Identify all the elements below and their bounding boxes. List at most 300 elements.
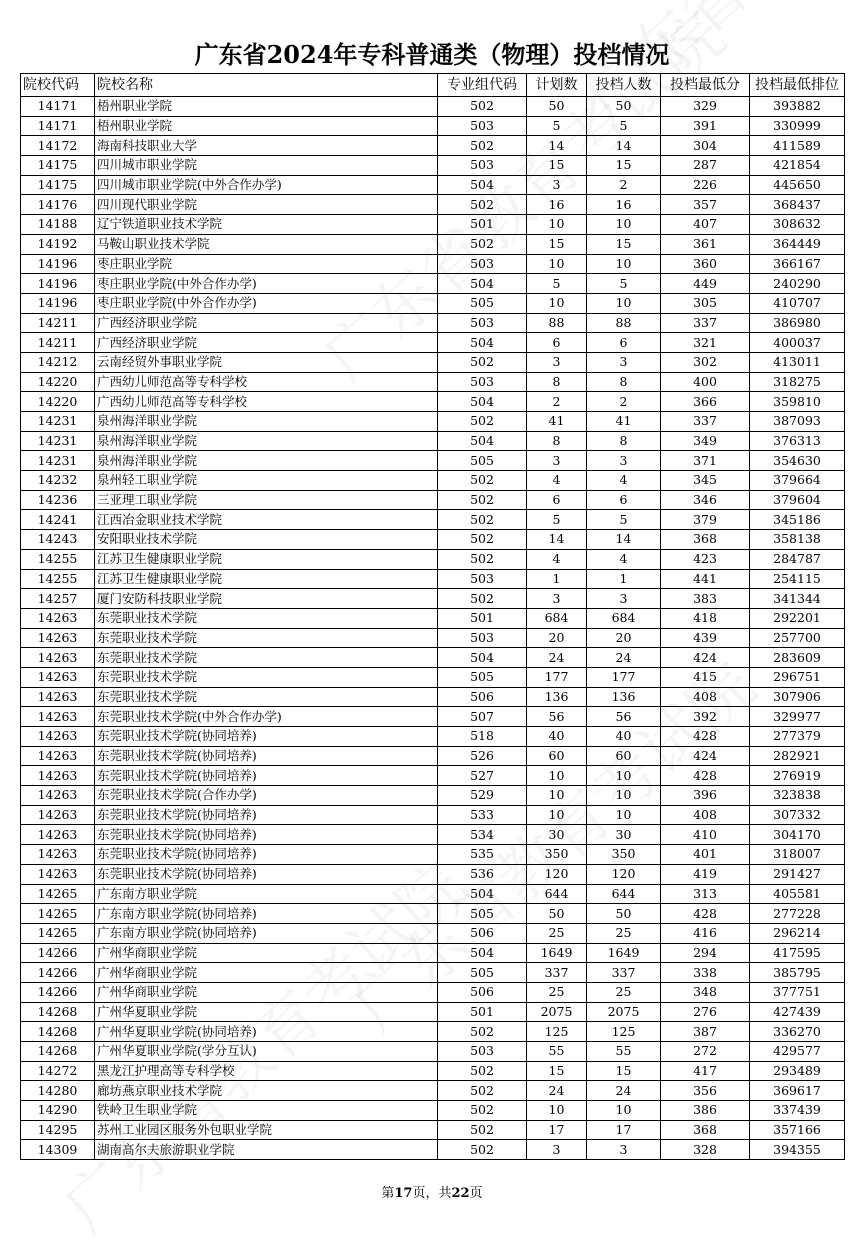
cell-school-code: 14268: [21, 1022, 95, 1042]
table-row: [21, 727, 845, 747]
cell-min-score: 439: [661, 628, 750, 648]
cell-school-name: 梧州职业学院: [95, 116, 438, 136]
cell-plan-count: 2075: [527, 1002, 587, 1022]
cell-plan-count: 40: [527, 727, 587, 747]
cell-admitted-count: 2: [587, 175, 661, 195]
cell-plan-count: 20: [527, 628, 587, 648]
cell-school-name: 东莞职业技术学院(协同培养): [95, 746, 438, 766]
table-row: [21, 352, 845, 372]
cell-plan-count: 3: [527, 352, 587, 372]
cell-plan-count: 10: [527, 805, 587, 825]
cell-admitted-count: 3: [587, 352, 661, 372]
cell-admitted-count: 40: [587, 727, 661, 747]
cell-school-name: 东莞职业技术学院(中外合作办学): [95, 707, 438, 727]
table-row: [21, 431, 845, 451]
header-school-code: 院校代码: [21, 74, 95, 97]
cell-major-group-code: 505: [438, 667, 527, 687]
cell-major-group-code: 503: [438, 1042, 527, 1062]
cell-school-name: 东莞职业技术学院: [95, 628, 438, 648]
header-major-group-code: 专业组代码: [438, 74, 527, 97]
cell-major-group-code: 502: [438, 412, 527, 432]
cell-school-code: 14257: [21, 589, 95, 609]
page-footer: [0, 1182, 864, 1201]
cell-admitted-count: 30: [587, 825, 661, 845]
table-row: [21, 392, 845, 412]
cell-admitted-count: 25: [587, 923, 661, 943]
cell-school-code: 14231: [21, 412, 95, 432]
cell-min-rank: 282921: [750, 746, 845, 766]
cell-school-code: 14263: [21, 766, 95, 786]
cell-plan-count: 50: [527, 97, 587, 117]
cell-plan-count: 125: [527, 1022, 587, 1042]
cell-major-group-code: 533: [438, 805, 527, 825]
cell-plan-count: 10: [527, 293, 587, 313]
cell-plan-count: 10: [527, 215, 587, 235]
cell-admitted-count: 6: [587, 490, 661, 510]
cell-min-score: 441: [661, 569, 750, 589]
cell-min-rank: 330999: [750, 116, 845, 136]
cell-plan-count: 6: [527, 490, 587, 510]
cell-school-code: 14188: [21, 215, 95, 235]
table-row: [21, 845, 845, 865]
table-row: [21, 982, 845, 1002]
cell-school-name: 梧州职业学院: [95, 97, 438, 117]
cell-plan-count: 15: [527, 1061, 587, 1081]
cell-major-group-code: 504: [438, 431, 527, 451]
table-row: [21, 510, 845, 530]
cell-plan-count: 14: [527, 530, 587, 550]
cell-min-score: 428: [661, 904, 750, 924]
cell-admitted-count: 10: [587, 766, 661, 786]
cell-major-group-code: 504: [438, 392, 527, 412]
cell-plan-count: 24: [527, 648, 587, 668]
cell-min-rank: 337439: [750, 1101, 845, 1121]
cell-school-name: 枣庄职业学院(中外合作办学): [95, 274, 438, 294]
cell-school-name: 广东南方职业学院(协同培养): [95, 904, 438, 924]
cell-admitted-count: 10: [587, 786, 661, 806]
cell-plan-count: 4: [527, 549, 587, 569]
cell-major-group-code: 503: [438, 372, 527, 392]
cell-school-code: 14280: [21, 1081, 95, 1101]
cell-admitted-count: 125: [587, 1022, 661, 1042]
cell-school-code: 14263: [21, 825, 95, 845]
cell-admitted-count: 17: [587, 1120, 661, 1140]
cell-min-score: 424: [661, 648, 750, 668]
cell-major-group-code: 503: [438, 156, 527, 176]
cell-school-name: 广西幼儿师范高等专科学校: [95, 372, 438, 392]
cell-major-group-code: 502: [438, 1101, 527, 1121]
table-row: [21, 116, 845, 136]
header-admitted-count: 投档人数: [587, 74, 661, 97]
cell-school-name: 安阳职业技术学院: [95, 530, 438, 550]
table-header-row: [21, 74, 845, 97]
cell-school-name: 东莞职业技术学院(合作办学): [95, 786, 438, 806]
cell-min-rank: 323838: [750, 786, 845, 806]
cell-admitted-count: 136: [587, 687, 661, 707]
cell-major-group-code: 506: [438, 982, 527, 1002]
cell-min-score: 294: [661, 943, 750, 963]
table-row: [21, 471, 845, 491]
cell-school-name: 广州华夏职业学院(协同培养): [95, 1022, 438, 1042]
cell-min-score: 360: [661, 254, 750, 274]
cell-school-code: 14220: [21, 392, 95, 412]
cell-admitted-count: 15: [587, 156, 661, 176]
cell-min-rank: 292201: [750, 608, 845, 628]
cell-min-score: 418: [661, 608, 750, 628]
cell-major-group-code: 502: [438, 549, 527, 569]
cell-plan-count: 88: [527, 313, 587, 333]
cell-plan-count: 10: [527, 254, 587, 274]
cell-school-code: 14192: [21, 234, 95, 254]
cell-min-score: 356: [661, 1081, 750, 1101]
cell-min-score: 379: [661, 510, 750, 530]
cell-min-rank: 369617: [750, 1081, 845, 1101]
cell-school-name: 湖南高尔夫旅游职业学院: [95, 1140, 438, 1160]
cell-school-code: 14241: [21, 510, 95, 530]
cell-plan-count: 6: [527, 333, 587, 353]
cell-major-group-code: 502: [438, 352, 527, 372]
cell-plan-count: 17: [527, 1120, 587, 1140]
cell-major-group-code: 504: [438, 884, 527, 904]
cell-school-name: 东莞职业技术学院(协同培养): [95, 805, 438, 825]
cell-major-group-code: 502: [438, 530, 527, 550]
table-row: [21, 156, 845, 176]
cell-admitted-count: 56: [587, 707, 661, 727]
table-row: [21, 1002, 845, 1022]
cell-school-code: 14232: [21, 471, 95, 491]
cell-min-score: 276: [661, 1002, 750, 1022]
cell-school-code: 14266: [21, 982, 95, 1002]
table-row: [21, 1061, 845, 1081]
cell-school-name: 广西幼儿师范高等专科学校: [95, 392, 438, 412]
cell-admitted-count: 6: [587, 333, 661, 353]
cell-min-rank: 376313: [750, 431, 845, 451]
cell-school-name: 枣庄职业学院: [95, 254, 438, 274]
header-min-score: 投档最低分: [661, 74, 750, 97]
cell-min-rank: 283609: [750, 648, 845, 668]
cell-admitted-count: 10: [587, 805, 661, 825]
cell-school-code: 14263: [21, 608, 95, 628]
cell-school-code: 14196: [21, 274, 95, 294]
table-row: [21, 254, 845, 274]
cell-min-rank: 393882: [750, 97, 845, 117]
cell-major-group-code: 507: [438, 707, 527, 727]
cell-school-name: 江苏卫生健康职业学院: [95, 549, 438, 569]
cell-min-score: 226: [661, 175, 750, 195]
table-row: [21, 215, 845, 235]
cell-school-code: 14268: [21, 1002, 95, 1022]
cell-admitted-count: 5: [587, 510, 661, 530]
cell-min-score: 383: [661, 589, 750, 609]
cell-school-name: 东莞职业技术学院: [95, 648, 438, 668]
cell-min-score: 396: [661, 786, 750, 806]
cell-min-score: 407: [661, 215, 750, 235]
cell-min-rank: 240290: [750, 274, 845, 294]
cell-min-rank: 357166: [750, 1120, 845, 1140]
cell-min-score: 337: [661, 412, 750, 432]
cell-min-rank: 394355: [750, 1140, 845, 1160]
cell-major-group-code: 502: [438, 589, 527, 609]
cell-min-score: 329: [661, 97, 750, 117]
cell-major-group-code: 527: [438, 766, 527, 786]
cell-major-group-code: 504: [438, 943, 527, 963]
cell-min-score: 272: [661, 1042, 750, 1062]
cell-school-name: 广东南方职业学院: [95, 884, 438, 904]
table-row: [21, 451, 845, 471]
cell-school-code: 14212: [21, 352, 95, 372]
table-row: [21, 825, 845, 845]
table-row: [21, 549, 845, 569]
current-page-number: 17: [394, 1186, 413, 1201]
cell-admitted-count: 3: [587, 451, 661, 471]
cell-min-score: 371: [661, 451, 750, 471]
cell-plan-count: 10: [527, 1101, 587, 1121]
table-row: [21, 1042, 845, 1062]
cell-major-group-code: 503: [438, 254, 527, 274]
cell-admitted-count: 1: [587, 569, 661, 589]
cell-school-name: 铁岭卫生职业学院: [95, 1101, 438, 1121]
cell-min-score: 410: [661, 825, 750, 845]
cell-major-group-code: 502: [438, 490, 527, 510]
table-row: [21, 805, 845, 825]
cell-min-score: 428: [661, 727, 750, 747]
cell-min-rank: 336270: [750, 1022, 845, 1042]
cell-min-rank: 421854: [750, 156, 845, 176]
cell-school-code: 14263: [21, 707, 95, 727]
cell-min-score: 349: [661, 431, 750, 451]
cell-min-rank: 368437: [750, 195, 845, 215]
cell-plan-count: 56: [527, 707, 587, 727]
cell-min-rank: 445650: [750, 175, 845, 195]
cell-major-group-code: 502: [438, 195, 527, 215]
cell-plan-count: 2: [527, 392, 587, 412]
cell-min-score: 449: [661, 274, 750, 294]
cell-min-rank: 417595: [750, 943, 845, 963]
cell-plan-count: 60: [527, 746, 587, 766]
cell-school-code: 14295: [21, 1120, 95, 1140]
cell-admitted-count: 15: [587, 1061, 661, 1081]
cell-major-group-code: 502: [438, 1081, 527, 1101]
table-row: [21, 1120, 845, 1140]
cell-min-rank: 386980: [750, 313, 845, 333]
cell-school-code: 14263: [21, 628, 95, 648]
cell-min-rank: 429577: [750, 1042, 845, 1062]
table-row: [21, 1101, 845, 1121]
cell-admitted-count: 41: [587, 412, 661, 432]
table-row: [21, 313, 845, 333]
cell-min-rank: 276919: [750, 766, 845, 786]
cell-school-code: 14171: [21, 97, 95, 117]
cell-plan-count: 5: [527, 510, 587, 530]
cell-min-score: 305: [661, 293, 750, 313]
cell-admitted-count: 8: [587, 372, 661, 392]
cell-plan-count: 55: [527, 1042, 587, 1062]
table-row: [21, 904, 845, 924]
cell-min-score: 338: [661, 963, 750, 983]
cell-plan-count: 8: [527, 372, 587, 392]
table-row: [21, 786, 845, 806]
table-row: [21, 274, 845, 294]
cell-major-group-code: 504: [438, 274, 527, 294]
cell-min-rank: 413011: [750, 352, 845, 372]
cell-min-rank: 318007: [750, 845, 845, 865]
cell-min-score: 391: [661, 116, 750, 136]
cell-major-group-code: 502: [438, 1061, 527, 1081]
cell-major-group-code: 502: [438, 136, 527, 156]
cell-admitted-count: 644: [587, 884, 661, 904]
cell-min-score: 321: [661, 333, 750, 353]
table-row: [21, 569, 845, 589]
cell-min-score: 304: [661, 136, 750, 156]
table-row: [21, 766, 845, 786]
cell-school-name: 东莞职业技术学院: [95, 687, 438, 707]
cell-min-rank: 358138: [750, 530, 845, 550]
cell-min-rank: 410707: [750, 293, 845, 313]
cell-admitted-count: 50: [587, 904, 661, 924]
cell-major-group-code: 502: [438, 1022, 527, 1042]
cell-plan-count: 25: [527, 923, 587, 943]
cell-min-score: 401: [661, 845, 750, 865]
cell-school-code: 14263: [21, 667, 95, 687]
cell-school-name: 广西经济职业学院: [95, 313, 438, 333]
cell-plan-count: 644: [527, 884, 587, 904]
cell-school-name: 东莞职业技术学院(协同培养): [95, 766, 438, 786]
cell-school-name: 东莞职业技术学院(协同培养): [95, 845, 438, 865]
table-row: [21, 746, 845, 766]
cell-admitted-count: 337: [587, 963, 661, 983]
cell-min-rank: 304170: [750, 825, 845, 845]
cell-school-name: 四川城市职业学院: [95, 156, 438, 176]
cell-major-group-code: 501: [438, 1002, 527, 1022]
footer-prefix: 第: [381, 1186, 395, 1201]
cell-min-rank: 379604: [750, 490, 845, 510]
table-row: [21, 923, 845, 943]
cell-school-code: 14263: [21, 805, 95, 825]
cell-major-group-code: 506: [438, 687, 527, 707]
table-row: [21, 195, 845, 215]
table-row: [21, 412, 845, 432]
cell-major-group-code: 504: [438, 175, 527, 195]
cell-admitted-count: 55: [587, 1042, 661, 1062]
cell-plan-count: 30: [527, 825, 587, 845]
cell-min-rank: 296214: [750, 923, 845, 943]
cell-major-group-code: 506: [438, 923, 527, 943]
cell-major-group-code: 503: [438, 313, 527, 333]
cell-school-name: 江西冶金职业技术学院: [95, 510, 438, 530]
cell-min-rank: 257700: [750, 628, 845, 648]
cell-min-score: 366: [661, 392, 750, 412]
cell-plan-count: 3: [527, 589, 587, 609]
table-row: [21, 648, 845, 668]
cell-min-rank: 318275: [750, 372, 845, 392]
cell-major-group-code: 502: [438, 471, 527, 491]
cell-min-rank: 284787: [750, 549, 845, 569]
cell-min-rank: 293489: [750, 1061, 845, 1081]
cell-school-name: 广州华商职业学院: [95, 982, 438, 1002]
cell-admitted-count: 3: [587, 589, 661, 609]
table-row: [21, 530, 845, 550]
cell-school-name: 东莞职业技术学院: [95, 667, 438, 687]
cell-min-score: 368: [661, 530, 750, 550]
cell-major-group-code: 534: [438, 825, 527, 845]
cell-admitted-count: 60: [587, 746, 661, 766]
cell-plan-count: 684: [527, 608, 587, 628]
cell-school-name: 苏州工业园区服务外包职业学院: [95, 1120, 438, 1140]
cell-admitted-count: 1649: [587, 943, 661, 963]
cell-major-group-code: 502: [438, 1120, 527, 1140]
cell-min-score: 408: [661, 805, 750, 825]
cell-plan-count: 24: [527, 1081, 587, 1101]
cell-major-group-code: 503: [438, 569, 527, 589]
cell-min-rank: 254115: [750, 569, 845, 589]
cell-min-score: 392: [661, 707, 750, 727]
cell-admitted-count: 24: [587, 648, 661, 668]
cell-min-score: 387: [661, 1022, 750, 1042]
cell-school-name: 辽宁铁道职业技术学院: [95, 215, 438, 235]
cell-min-rank: 379664: [750, 471, 845, 491]
cell-school-name: 东莞职业技术学院(协同培养): [95, 727, 438, 747]
table-row: [21, 175, 845, 195]
cell-school-code: 14272: [21, 1061, 95, 1081]
cell-min-score: 419: [661, 864, 750, 884]
cell-school-code: 14171: [21, 116, 95, 136]
cell-min-rank: 341344: [750, 589, 845, 609]
cell-school-code: 14175: [21, 156, 95, 176]
cell-min-score: 361: [661, 234, 750, 254]
cell-min-score: 357: [661, 195, 750, 215]
cell-major-group-code: 503: [438, 116, 527, 136]
cell-admitted-count: 2: [587, 392, 661, 412]
cell-plan-count: 177: [527, 667, 587, 687]
cell-min-rank: 405581: [750, 884, 845, 904]
cell-school-name: 泉州轻工职业学院: [95, 471, 438, 491]
total-pages-number: 22: [451, 1186, 470, 1201]
cell-plan-count: 14: [527, 136, 587, 156]
table-row: [21, 136, 845, 156]
table-row: [21, 608, 845, 628]
cell-min-score: 424: [661, 746, 750, 766]
cell-plan-count: 15: [527, 156, 587, 176]
cell-admitted-count: 684: [587, 608, 661, 628]
cell-major-group-code: 501: [438, 608, 527, 628]
cell-min-score: 415: [661, 667, 750, 687]
cell-school-code: 14263: [21, 687, 95, 707]
table-row: [21, 1081, 845, 1101]
table-row: [21, 963, 845, 983]
cell-school-name: 四川城市职业学院(中外合作办学): [95, 175, 438, 195]
table-row: [21, 333, 845, 353]
cell-plan-count: 5: [527, 274, 587, 294]
cell-min-score: 337: [661, 313, 750, 333]
cell-school-name: 廊坊燕京职业技术学院: [95, 1081, 438, 1101]
cell-major-group-code: 505: [438, 293, 527, 313]
table-row: [21, 97, 845, 117]
cell-min-score: 345: [661, 471, 750, 491]
cell-plan-count: 10: [527, 766, 587, 786]
cell-school-code: 14243: [21, 530, 95, 550]
cell-school-code: 14263: [21, 786, 95, 806]
cell-admitted-count: 14: [587, 136, 661, 156]
cell-plan-count: 3: [527, 451, 587, 471]
cell-school-name: 广州华夏职业学院: [95, 1002, 438, 1022]
cell-major-group-code: 502: [438, 234, 527, 254]
cell-school-name: 广西经济职业学院: [95, 333, 438, 353]
cell-school-code: 14231: [21, 431, 95, 451]
cell-min-score: 346: [661, 490, 750, 510]
cell-min-rank: 291427: [750, 864, 845, 884]
cell-school-code: 14266: [21, 963, 95, 983]
cell-min-score: 416: [661, 923, 750, 943]
